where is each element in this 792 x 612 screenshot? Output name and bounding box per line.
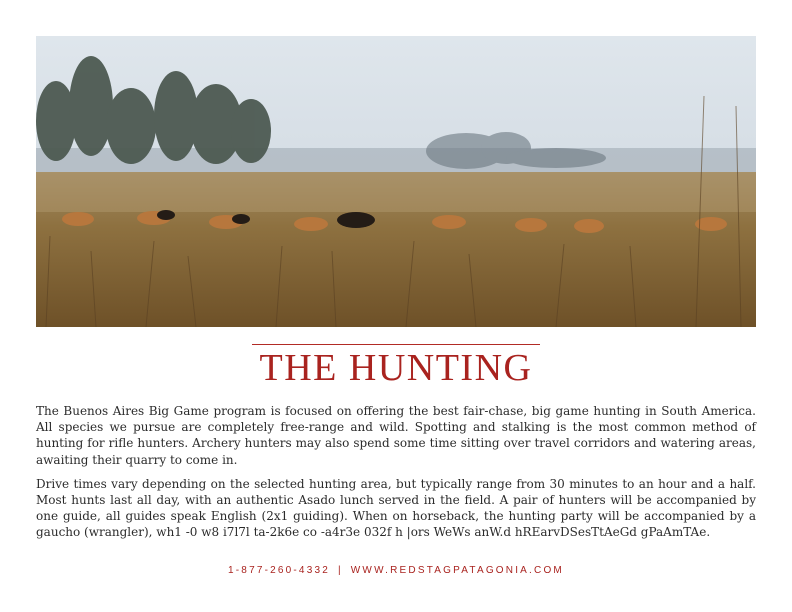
paragraph-logistics: Drive times vary depending on the selected hunting area, but typically range from 30 minutes to an hour and a half. Most hunts last all day, with an authentic Asado lunch served in the field. A pair of hunters will be accompanied by one guide, all guides speak English (2x1 guiding). When on horseback, the hunting party will be accompanied by a gaucho (wrangler), wh1 -0 w8 i7l7l ta-2k6e co -a4r3e 032f h |ors WeWs anW.d hREarvDSesTtAeGd gPaAmTAe. bbox=[36, 476, 756, 540]
footer-separator: | bbox=[337, 565, 343, 576]
title-rule bbox=[252, 344, 540, 345]
paragraph-intro: The Buenos Aires Big Game program is focused on offering the best fair-chase, big game hunting in South America. All species we pursue are completely free-range and wild. Spotting and stalking is the most common method of hunting for rifle hunters. Archery hunters may also spend some time sitting over travel corridors and watering areas, awaiting their quarry to come in. bbox=[36, 404, 756, 467]
footer-website-link[interactable]: WWW.REDSTAGPATAGONIA.COM bbox=[350, 565, 564, 576]
body-text bbox=[36, 403, 756, 549]
footer-phone[interactable]: 1-877-260-4332 bbox=[228, 565, 330, 576]
hero-photo bbox=[36, 36, 756, 327]
section-title: THE HUNTING bbox=[259, 347, 533, 389]
footer-contact bbox=[0, 565, 792, 576]
blackbuck-herd-photo bbox=[36, 36, 756, 327]
